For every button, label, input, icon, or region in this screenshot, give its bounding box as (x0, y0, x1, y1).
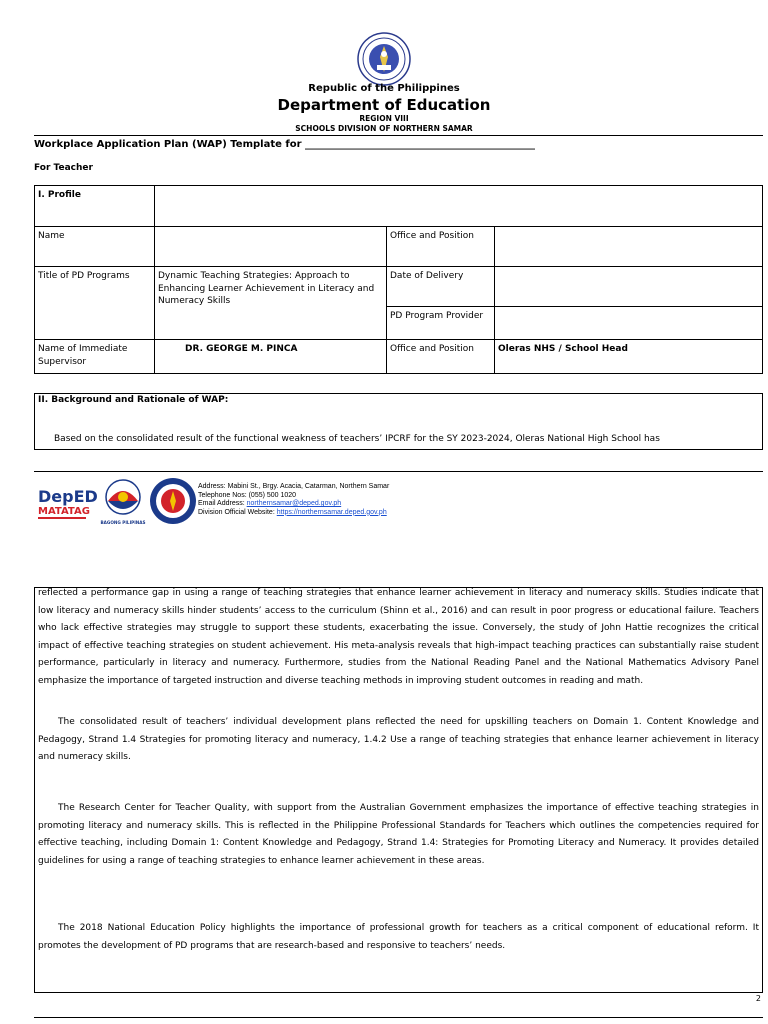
background-continuation-box (34, 587, 763, 993)
contact-block (198, 483, 389, 517)
supervisor-label: Name of Immediate Supervisor (35, 340, 155, 374)
paragraph-3: The Research Center for Teacher Quality, with support from the Australian Government emphasizes the importance of effective teaching strategies in promoting literacy and numeracy skills. This is reflected in the Philippine Professional Standards for Teachers which outlines the competencies required for effective teaching, including Domain 1: Content Knowledge and Pedagogy, Strand 1.4: Strategies for Promoting Literacy and Numeracy. It provides detailed guidelines for using a range of teaching strategies to enhance learner achievement in these areas. (38, 803, 759, 866)
email-link[interactable]: northernsamar@deped.gov.ph (246, 500, 342, 508)
profile-section-label: I. Profile (35, 186, 155, 227)
header-divider (34, 135, 763, 136)
website-line (198, 509, 389, 518)
email-label: Email Address: (198, 500, 247, 508)
paragraph-1: reflected a performance gap in using a range of teaching strategies that enhance learner achievement in literacy and numeracy skills. Studies indicate that low literacy and numeracy skills hinder students’ access to the curriculum (Shinn et al., 2016) and can result in poor progress or educational failure. Teachers who lack effective strategies may struggle to support these students, exacerbating the issue. Conversely, the study of John Hattie recognizes the critical impact of effective teaching strategies on student achievement. His meta-analysis reveals that high-impact teaching practices can substantially raise student performance, particularly in literacy and numeracy. Furthermore, studies from the National Reading Panel and the National Mathematics Advisory Panel emphasize the importance of targeted instruction and diverse teaching methods in improving student outcomes in reading and math. (38, 588, 759, 686)
department-heading: Department of Education (277, 96, 491, 114)
profile-header-cell (155, 186, 763, 227)
region-heading: REGION VIII (359, 114, 409, 123)
matatag-logo-text: MATATAG (38, 506, 90, 517)
page-number: 2 (755, 994, 761, 1003)
deped-logo-text: DepED (38, 487, 98, 506)
footer-divider (34, 471, 763, 472)
date-delivery-label: Date of Delivery (387, 267, 495, 307)
form-title: Workplace Application Plan (WAP) Template for ______________________________________________ (34, 139, 536, 150)
deped-matatag-logo (37, 483, 98, 523)
division-heading: SCHOOLS DIVISION OF NORTHERN SAMAR (295, 124, 473, 133)
provider-label: PD Program Provider (387, 307, 495, 340)
supervisor-value: DR. GEORGE M. PINCA (155, 340, 387, 374)
deped-seal-logo (357, 32, 411, 86)
name-value[interactable] (155, 227, 387, 267)
sdo-northern-samar-seal (149, 477, 197, 525)
paragraph-2: The consolidated result of teachers’ individual development plans reflected the need for upskilling teachers on Domain 1. Content Knowledge and Pedagogy, Strand 1.4 Strategies for promoting literacy and numeracy, 1.4.2 Use a range of teaching strategies that enhance learner achievement in literacy and numeracy skills. (38, 717, 759, 763)
pd-title-label: Title of PD Programs (35, 267, 155, 340)
background-paragraph-start: Based on the consolidated result of the functional weakness of teachers’ IPCRF for the SY 2023-2024, Oleras National High School has (54, 434, 660, 444)
office-position-value-2: Oleras NHS / School Head (495, 340, 763, 374)
bagong-pilipinas-text: BAGONG PILIPINAS (100, 520, 146, 525)
provider-value[interactable] (495, 307, 763, 340)
telephone-text: Telephone Nos: (055) 500 1020 (198, 491, 297, 499)
office-position-value[interactable] (495, 227, 763, 267)
paragraph-4: The 2018 National Education Policy highlights the importance of professional growth for teachers as a critical component of educational reform. It promotes the development of PD programs that are research-based and responsive to teachers’ needs. (38, 923, 759, 951)
bottom-divider (34, 1017, 763, 1018)
background-section-label: II. Background and Rationale of WAP: (38, 395, 229, 405)
pd-title-value: Dynamic Teaching Strategies: Approach to Enhancing Learner Achievement in Literacy and Numeracy Skills (155, 267, 387, 340)
form-subtitle: For Teacher (34, 163, 93, 173)
website-link[interactable]: https://northernsamar.deped.gov.ph (276, 508, 387, 516)
address-text: Address: Mabini St., Brgy. Acacia, Catarman, Northern Samar (198, 483, 390, 490)
profile-table (34, 185, 763, 374)
republic-heading: Republic of the Philippines (308, 83, 460, 94)
background-section (34, 393, 763, 450)
office-position-label: Office and Position (387, 227, 495, 267)
bagong-pilipinas-logo (100, 477, 146, 527)
email-line (198, 500, 389, 509)
name-label: Name (35, 227, 155, 267)
date-delivery-value[interactable] (495, 267, 763, 307)
office-position-label-2: Office and Position (387, 340, 495, 374)
website-label: Division Official Website: (198, 508, 277, 516)
